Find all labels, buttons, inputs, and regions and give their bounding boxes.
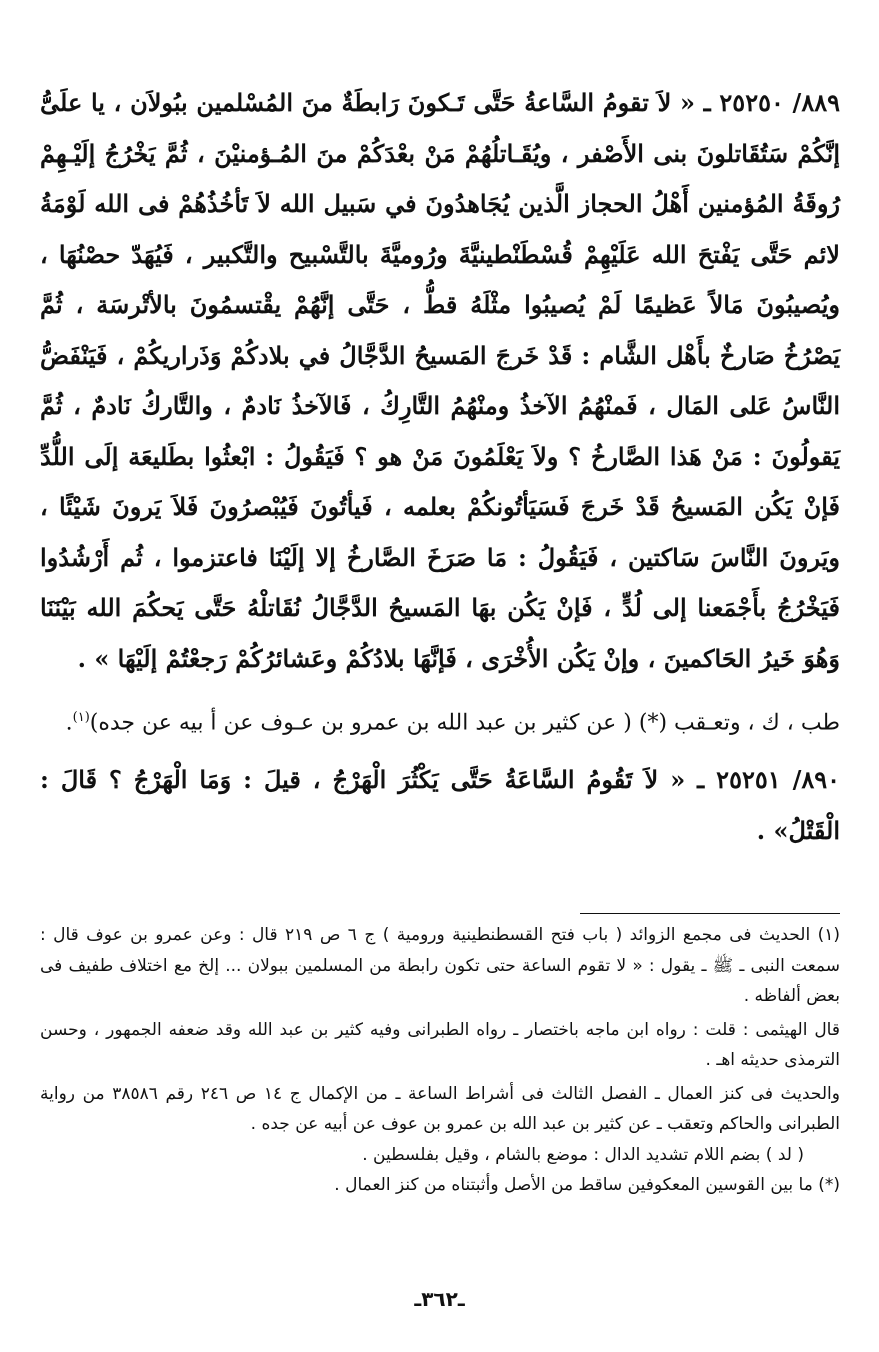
footnote-1-lud: ( لد ) بضم اللام تشديد الدال : موضع بالشام ، وقيل بفلسطين . [362,1144,804,1165]
footnote-reference: (١) [72,710,90,725]
hadith-text: « لاَ تقومُ السَّاعةُ حَتَّى تَـكونَ رَابطَةٌ منَ المُسْلمين ببُولاَن ، يا علَىُّ إنَّكُمْ سَتُقَاتلونَ بنى الأَصْفر ، ويُقَـاتلُهُمْ مَنْ بعْدَكُمْ منَ المُـؤمنيْنَ ، ثُمَّ يَخْرُجُ إلَيْـهِمْ رُوقَةُ المُؤمنين أَهْلُ الحجاز الَّذين يُجَاهدُونَ في سَبيل الله لاَ تَأخُذُهُمْ فى الله لَوْمَةُ لائم حَتَّى يَفْتحَ الله عَلَيْهِمْ قُسْطَنْطينيَّةَ ورُوميَّةَ بالتَّسْبيح والتَّكبير ، فَيُهَدّ حصْنُهَا ، ويُصيبُونَ مَالاً عَظيمًا لَمْ يُصيبُوا مثْلَهُ قطُّ ، حَتَّى إنَّهُمْ يقْتسمُونَ بالأتْرسَة ، ثُمَّ يَصْرُخُ صَارخٌ بأَهْل الشَّام : قَدْ خَرجَ المَسيحُ الدَّجَّالُ في بلادكُمْ وَذَراريكُمْ ، فَيَنْفَضُّ النَّاسُ عَلى المَال ، فَمنْهُمُ الآخذُ ومنْهُمُ التَّارِكُ ، فَالآخذُ نَادمٌ ، والتَّاركُ نَادمٌ ، ثُمَّ يَقولُونَ : مَنْ هَذا الصَّارخُ ؟ ولاَ يَعْلَمُونَ مَنْ هو ؟ فَيَقُولُ : ابْعثُوا بطَليعَة إلَى اللُّدِّ فَإنْ يَكُن المَسيحُ قَدْ خَرجَ فَسَيَأتُونكُمْ بعلمه ، فَيأتُونَ فَيُبْصرُونَ فَلاَ يَرونَ شَيْئًا ، ويَرونَ النَّاسَ سَاكتين ، فَيَقُولُ : مَا صَرَخَ الصَّارخُ إلا إلَيْنَا فاعتزموا ، ثُم أَرْشُدُوا فَيَخْرُجُ بأَجْمَعنا إلى لُدٍّ ، فَإنْ يَكُن بهَا المَسيحُ الدَّجَّالُ نُقَاتلْهُ حَتَّى يَحكُمَ الله بَيْنَنَا وَهُوَ خَيرُ الحَاكمينَ ، وإنْ يَكُن الأُخْرَى ، فَإنَّهَا بلادُكُمْ وعَشائرُكُمْ رَجعْتُمْ إلَيْهَا » . [40,88,841,673]
footnote-star: (*) ما بين القوسين المعكوفين ساقط من الأصل وأثبتناه من كنز العمال . [334,1175,840,1195]
footnote-1-haythami: قال الهيثمى : قلت : رواه ابن ماجه باختصار ـ رواه الطبرانى وفيه كثير بن عبد الله وقد ضعفه الجمهور ، وحسن الترمذى حديثه اهـ . [40,1019,840,1070]
source-marker: (*) [638,710,668,736]
source-end: . [65,710,73,736]
hadith-890 [40,755,840,856]
hadith-source [40,694,840,747]
source-text: طب ، ك ، وتعـقب [674,710,840,736]
source-text-2: ( عن كثير بن عبد الله بن عمرو بن عـوف عن أ بيه عن جده) [89,710,632,736]
footnote-1: (١) الحديث فى مجمع الزوائد ( باب فتح القسطنطينية ورومية ) ج ٦ ص ٢١٩ قال : وعن عمرو بن عوف قال : سمعت النبى ـ ﷺ ـ يقول : « لا تقوم الساعة حتى تكون رابطة من المسلمين ببولان ... إلخ مع اختلاف طفيف فى بعض ألفاظه . [40,925,840,1006]
footnotes [40,920,840,1201]
main-text [40,78,840,856]
hadith-number: ٨٨٩/ ٢٥٢٥٠ ـ [703,88,840,117]
hadith-text: « لاَ تَقُومُ السَّاعَةُ حَتَّى يَكْثُرَ الْهَرْجُ ، قيلَ : وَمَا الْهَرْجُ ؟ قَالَ : الْقَتْلُ» . [40,765,840,845]
footnote-1-kanz: والحديث فى كنز العمال ـ الفصل الثالث فى أشراط الساعة ـ من الإكمال ج ١٤ ص ٢٤٦ رقم ٣٨٥٨٦ من رواية الطبرانى والحاكم وتعقب ـ عن كثير بن عبد الله بن عمرو بن عوف عن أبيه عن جده . [40,1083,840,1134]
hadith-889 [40,78,840,684]
hadith-number: ٨٩٠/ ٢٥٢٥١ ـ [697,765,841,795]
footnote-divider [580,913,840,914]
page-number: ـ٣٦٢ـ [414,1287,465,1311]
